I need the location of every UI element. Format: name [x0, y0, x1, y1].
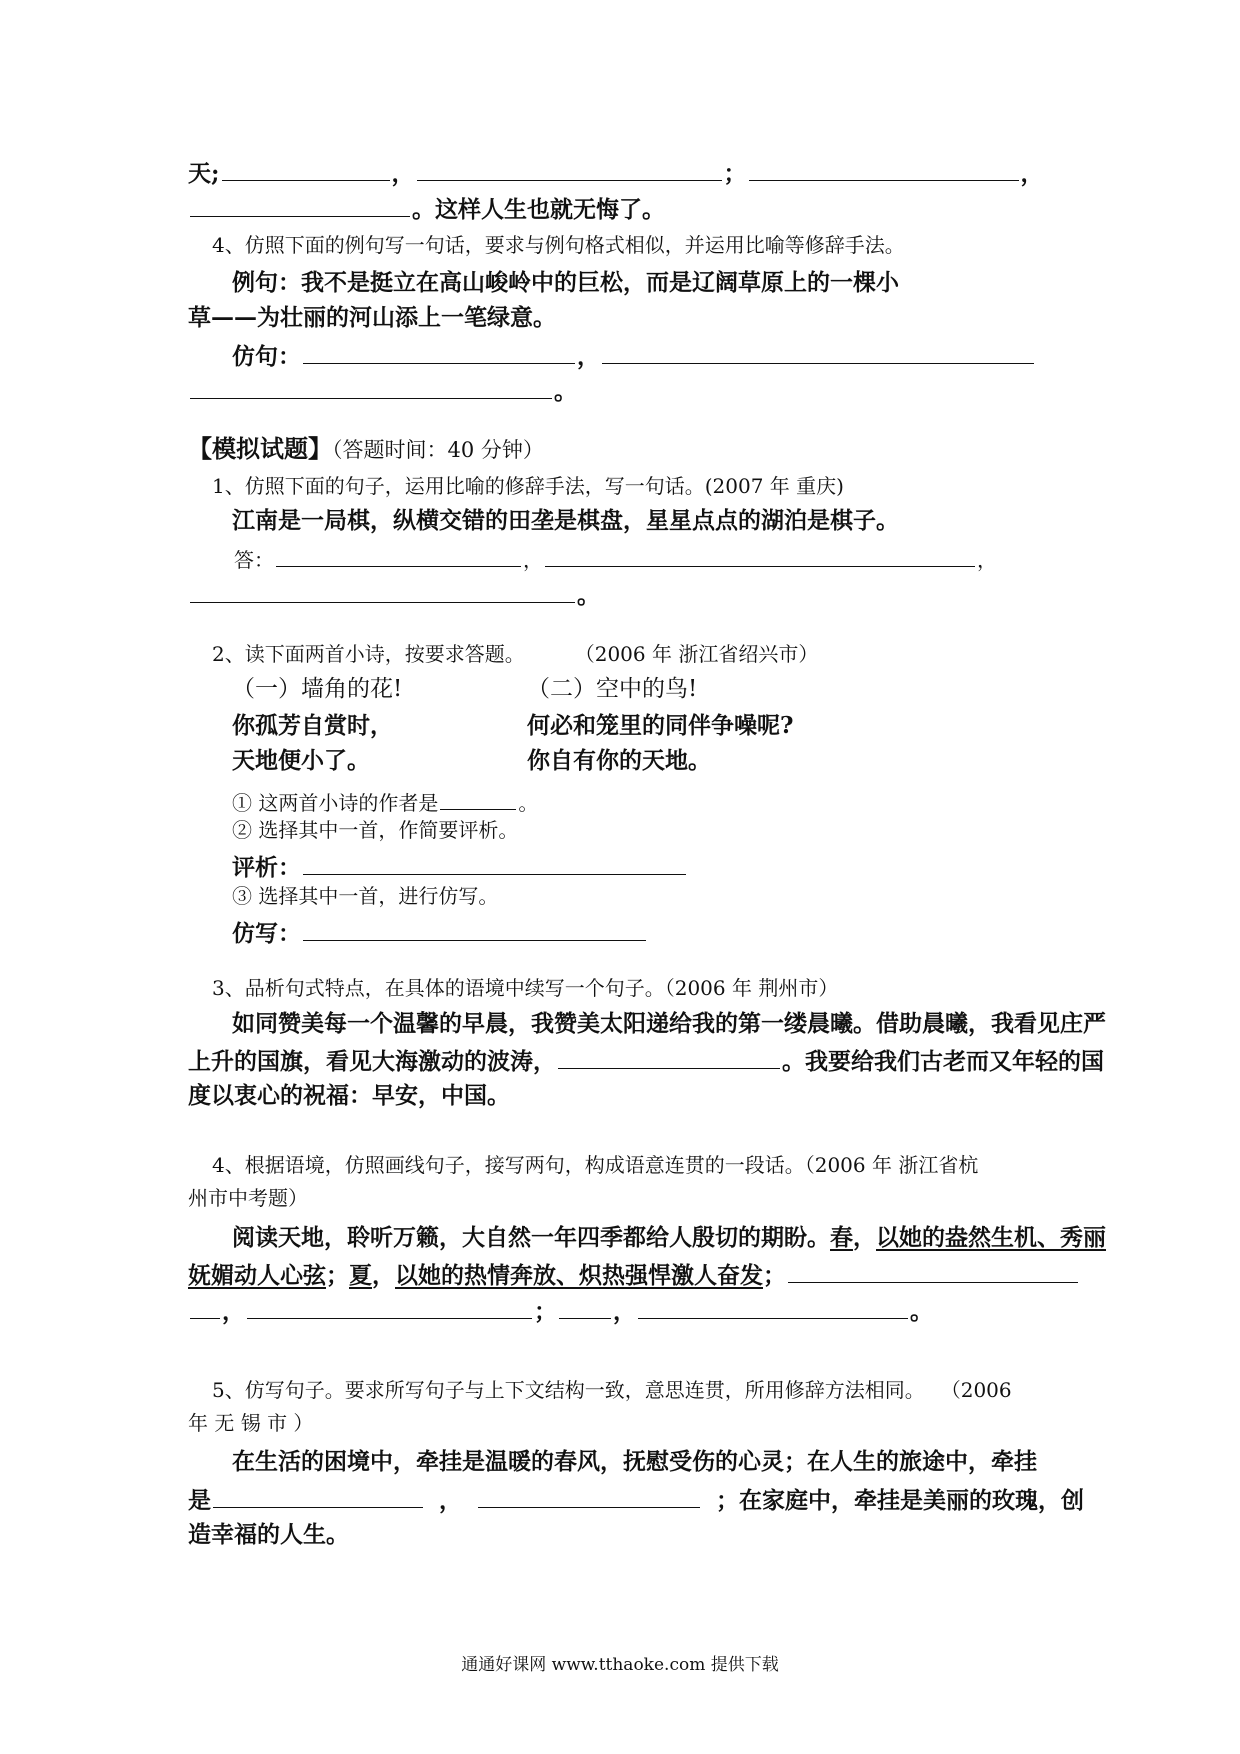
answer-blank[interactable] — [190, 582, 575, 603]
q4-line-1 — [232, 1226, 1106, 1249]
underlined-text: 妩媚动人心弦 — [188, 1262, 326, 1289]
answer-blank[interactable] — [190, 378, 552, 399]
text: 。 — [910, 1298, 933, 1325]
section-time: （答题时间：40 分钟） — [332, 438, 544, 462]
underlined-text: 以她的热情奔放、炽热强悍激人奋发 — [395, 1262, 763, 1289]
text: ， — [853, 1224, 876, 1251]
answer-blank[interactable] — [190, 196, 410, 217]
prev-q4-answer-line-2 — [188, 378, 577, 403]
text: 。这样人生也就无悔了。 — [412, 196, 665, 223]
q5-prompt-line-1 — [212, 1380, 1012, 1400]
underlined-text: 以她的盎然生机、秀丽 — [876, 1224, 1106, 1251]
poem-1-line-1: 你孤芳自赏时， — [232, 712, 393, 739]
text: ； — [534, 1298, 557, 1325]
page-footer: 通通好课网 www.tthaoke.com 提供下载 — [461, 1655, 779, 1675]
answer-blank[interactable] — [222, 160, 390, 181]
q4-prompt-line-1: 4、根据语境，仿照画线句子，接写两句，构成语意连贯的一段话。（2006 年 浙江省杭 — [212, 1153, 979, 1177]
answer-label: 评析： — [232, 854, 301, 881]
section-title: 【模拟试题】 — [188, 434, 332, 463]
text: 天; — [188, 160, 220, 187]
poem-1-line-2: 天地便小了。 — [232, 747, 370, 774]
text: 。我要给我们古老而又年轻的国 — [782, 1048, 1104, 1075]
text: ， — [577, 343, 600, 370]
prev-answer-line-1 — [188, 160, 1044, 185]
text: ， — [222, 1298, 245, 1325]
answer-blank[interactable] — [478, 1487, 700, 1508]
q3-prompt: 3、品析句式特点，在具体的语境中续写一个句子。（2006 年 荆州市） — [212, 976, 839, 1000]
text: ； — [326, 1262, 349, 1289]
example-label: 例句： — [232, 269, 301, 296]
q2-sub3: ③ 选择其中一首，进行仿写。 — [232, 884, 499, 908]
q2-source: （2006 年 浙江省绍兴市） — [584, 642, 819, 666]
q4-line-3 — [188, 1298, 933, 1323]
text: ， — [523, 548, 543, 572]
answer-blank[interactable] — [749, 160, 1019, 181]
q2-text: 2、读下面两首小诗，按要求答题。 — [212, 642, 525, 666]
q1-answer-line-1 — [234, 546, 997, 570]
text: 。 — [577, 582, 600, 609]
text: 上升的国旗，看见大海激动的波涛， — [188, 1048, 556, 1075]
answer-blank[interactable] — [638, 1298, 908, 1319]
answer-blank[interactable] — [303, 920, 646, 941]
text: 是 — [188, 1487, 211, 1514]
answer-blank[interactable] — [440, 789, 516, 810]
prev-q4-prompt: 4、仿照下面的例句写一句话，要求与例句格式相似，并运用比喻等修辞手法。 — [212, 233, 905, 257]
q5-line-1: 在生活的困境中，牵挂是温暖的春风，抚慰受伤的心灵；在人生的旅途中，牵挂 — [232, 1448, 1037, 1475]
q3-line-3: 度以衷心的祝福：早安，中国。 — [188, 1082, 510, 1109]
text: 。 — [554, 378, 577, 405]
q4-prompt-line-2: 州市中考题） — [188, 1186, 308, 1210]
answer-blank[interactable] — [788, 1262, 1078, 1283]
answer-blank[interactable] — [602, 343, 1034, 364]
answer-blank[interactable] — [276, 546, 521, 567]
text: 5、仿写句子。要求所写句子与上下文结构一致，意思连贯，所用修辞方法相同。 — [212, 1378, 925, 1402]
q1-example: 江南是一局棋，纵横交错的田垄是棋盘，星星点点的湖泊是棋子。 — [232, 507, 899, 534]
underlined-text: 夏 — [349, 1262, 372, 1289]
text: ， — [372, 1262, 395, 1289]
prev-answer-line-2 — [188, 196, 665, 221]
text: ， — [391, 160, 415, 187]
text: ， — [439, 1487, 462, 1514]
q4-line-2 — [188, 1262, 1080, 1287]
answer-blank[interactable] — [559, 1298, 611, 1319]
answer-blank[interactable] — [190, 1298, 220, 1319]
text: （2006 — [950, 1378, 1012, 1402]
answer-label: 仿写： — [232, 920, 301, 947]
q2-sub2: ② 选择其中一首，作简要评析。 — [232, 818, 519, 842]
q2-sub3-answer — [232, 920, 648, 945]
prev-q4-answer-line-1 — [232, 343, 1036, 368]
section-header — [188, 434, 544, 463]
text: ； — [723, 160, 747, 187]
text: ① 这两首小诗的作者是 — [232, 791, 439, 815]
poem-2-title: （二）空中的鸟! — [527, 676, 698, 702]
q5-line-3: 造幸福的人生。 — [188, 1521, 349, 1548]
poem-1-title: （一）墙角的花! — [232, 676, 403, 702]
q3-line-1: 如同赞美每一个温馨的早晨，我赞美太阳递给我的第一缕晨曦。借助晨曦，我看见庄严 — [232, 1010, 1106, 1037]
prev-q4-example-line-1 — [232, 271, 899, 294]
text: ， — [977, 548, 997, 572]
answer-blank[interactable] — [247, 1298, 532, 1319]
text: ， — [1020, 160, 1044, 187]
q1-prompt: 1、仿照下面的句子，运用比喻的修辞手法，写一句话。(2007 年 重庆) — [212, 474, 844, 498]
poem-2-line-1: 何必和笼里的同伴争噪呢? — [527, 712, 794, 739]
q2-sub2-answer — [232, 854, 688, 879]
answer-blank[interactable] — [213, 1487, 423, 1508]
answer-blank[interactable] — [303, 854, 686, 875]
q2-prompt — [212, 644, 818, 664]
answer-blank[interactable] — [417, 160, 722, 181]
answer-blank[interactable] — [558, 1048, 780, 1069]
underlined-text: 春 — [830, 1224, 853, 1251]
q2-sub1 — [232, 789, 538, 813]
answer-blank[interactable] — [545, 546, 975, 567]
text: ， — [613, 1298, 636, 1325]
answer-label: 仿句： — [232, 343, 301, 370]
q5-line-2 — [188, 1487, 1084, 1512]
answer-blank[interactable] — [303, 343, 575, 364]
q1-answer-line-2 — [188, 582, 600, 607]
prev-q4-example-line-2: 草——为壮丽的河山添上一笔绿意。 — [188, 304, 556, 331]
text: ； — [763, 1262, 786, 1289]
text: 。 — [518, 791, 539, 815]
q5-prompt-line-2: 年 无 锡 市 ） — [188, 1411, 314, 1435]
example-text: 我不是挺立在高山峻岭中的巨松，而是辽阔草原上的一棵小 — [301, 269, 899, 296]
poem-2-line-2: 你自有你的天地。 — [527, 747, 711, 774]
q3-line-2 — [188, 1048, 1104, 1073]
text: 阅读天地，聆听万籁，大自然一年四季都给人殷切的期盼。 — [232, 1224, 830, 1251]
answer-label: 答： — [234, 548, 274, 572]
text: ；在家庭中，牵挂是美丽的玫瑰，创 — [716, 1487, 1084, 1514]
